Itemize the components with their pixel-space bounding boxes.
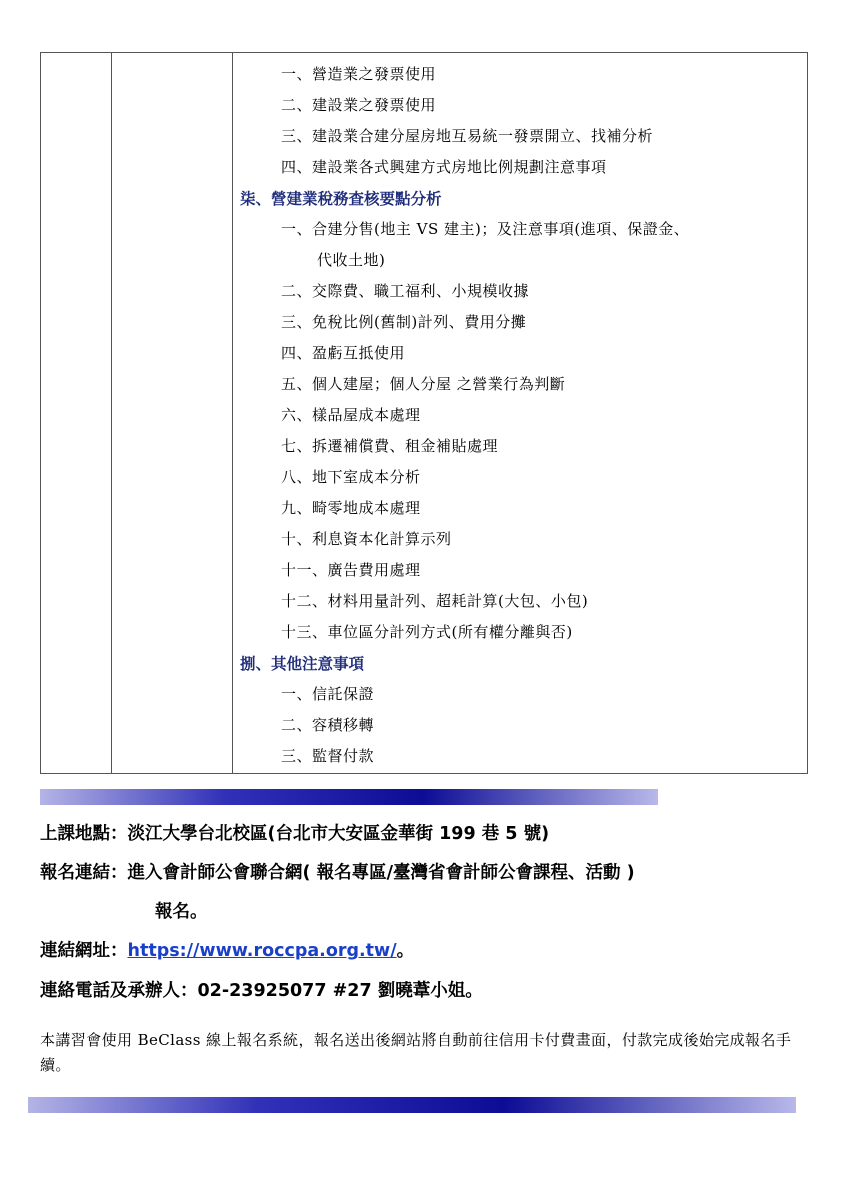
section-heading: 柒、營建業稅務查核要點分析 xyxy=(240,190,442,208)
location-value: 淡江大學台北校區(台北市大安區金華街 199 巷 5 號) xyxy=(127,824,550,844)
table-divider xyxy=(232,53,233,773)
decorative-gradient-bar xyxy=(28,1097,796,1113)
outline-item: 九、畸零地成本處理 xyxy=(281,499,421,517)
outline-item: 一、信託保證 xyxy=(281,685,375,703)
outline-item: 二、交際費、職工福利、小規模收據 xyxy=(281,282,530,300)
outline-item: 十二、材料用量計列、超耗計算(大包、小包) xyxy=(281,592,589,610)
register-label: 報名連結： xyxy=(40,863,128,883)
outline-item: 三、免稅比例(舊制)計列、費用分攤 xyxy=(281,313,527,331)
outline-item: 一、營造業之發票使用 xyxy=(281,65,437,83)
contact-label: 連絡電話及承辦人： xyxy=(40,981,198,1001)
location-line xyxy=(40,820,549,845)
contact-line xyxy=(40,977,483,1002)
outline-item: 八、地下室成本分析 xyxy=(281,468,421,486)
outline-item: 十三、車位區分計列方式(所有權分離與否) xyxy=(281,623,573,641)
outline-item: 四、建設業各式興建方式房地比例規劃注意事項 xyxy=(281,158,607,176)
outline-item: 二、容積移轉 xyxy=(281,716,375,734)
register-value-cont: 報名。 xyxy=(155,902,208,922)
url-suffix: 。 xyxy=(396,941,415,961)
table-divider xyxy=(111,53,112,773)
section-heading: 捌、其他注意事項 xyxy=(240,655,365,673)
course-content-cell xyxy=(240,53,807,773)
location-label: 上課地點： xyxy=(40,824,128,844)
register-value: 進入會計師公會聯合網( 報名專區/臺灣省會計師公會課程、活動 ) xyxy=(127,863,635,883)
contact-value: 02-23925077 #27 劉曉葦小姐。 xyxy=(197,981,483,1001)
website-link[interactable]: https://www.roccpa.org.tw/ xyxy=(127,941,397,961)
outline-item: 十一、廣告費用處理 xyxy=(281,561,421,579)
register-line-continued xyxy=(155,898,208,923)
course-outline-table xyxy=(40,52,808,774)
outline-item: 代收土地) xyxy=(317,251,386,269)
outline-item: 六、樣品屋成本處理 xyxy=(281,406,421,424)
decorative-gradient-bar xyxy=(40,789,658,805)
register-line xyxy=(40,859,635,884)
outline-item: 二、建設業之發票使用 xyxy=(281,96,437,114)
outline-item: 七、拆遷補償費、租金補貼處理 xyxy=(281,437,499,455)
outline-item: 三、建設業合建分屋房地互易統一發票開立、找補分析 xyxy=(281,127,654,145)
outline-item: 四、盈虧互抵使用 xyxy=(281,344,406,362)
outline-item: 三、監督付款 xyxy=(281,747,375,765)
outline-item: 五、個人建屋；個人分屋 之營業行為判斷 xyxy=(281,375,566,393)
url-label: 連結網址： xyxy=(40,941,128,961)
registration-note: 本講習會使用 BeClass 線上報名系統，報名送出後網站將自動前往信用卡付費畫面，付款完成後始完成報名手續。 xyxy=(40,1031,792,1074)
url-line xyxy=(40,937,414,962)
outline-item: 十、利息資本化計算示列 xyxy=(281,530,452,548)
outline-item: 一、合建分售(地主 VS 建主)；及注意事項(進項、保證金、 xyxy=(281,220,690,238)
